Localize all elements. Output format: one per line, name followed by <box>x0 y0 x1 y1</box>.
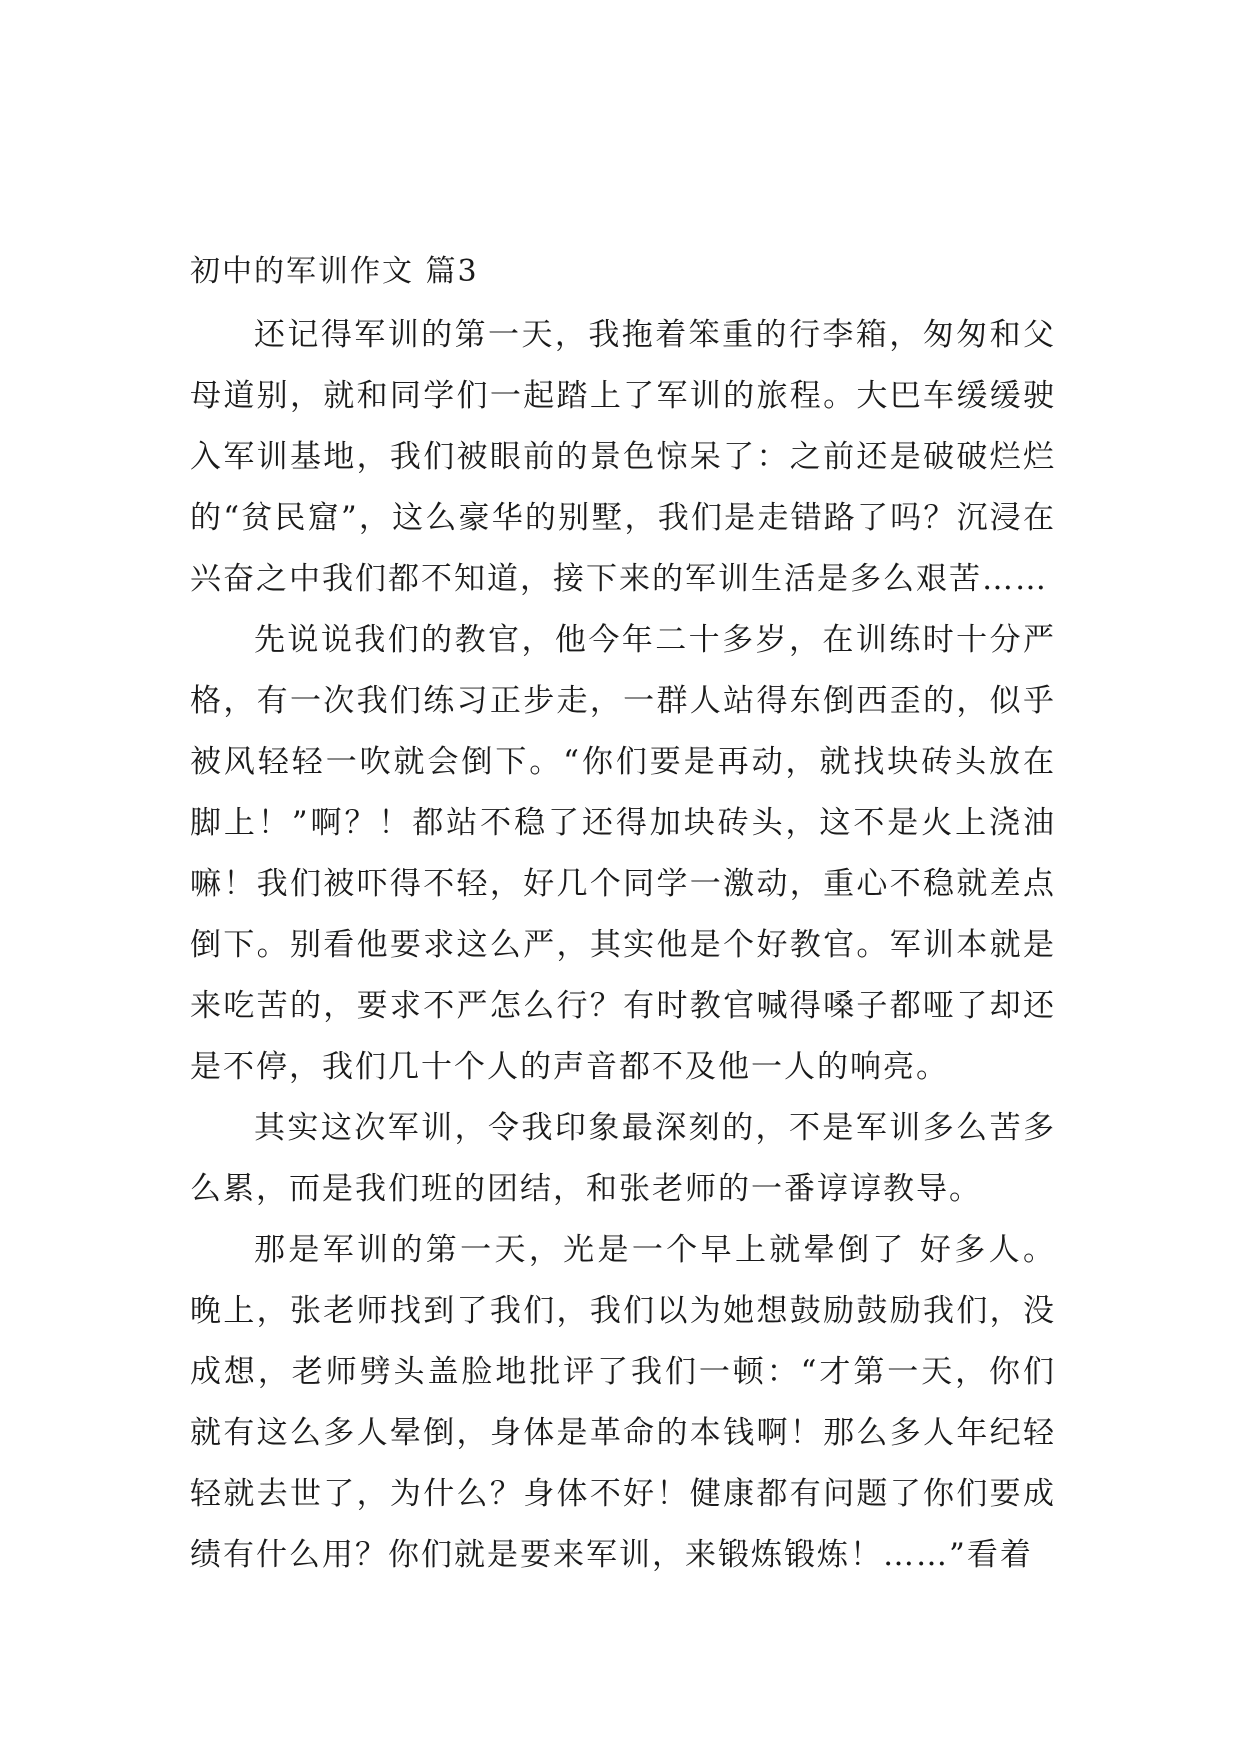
paragraph-3: 其实这次军训，令我印象最深刻的，不是军训多么苦多么累，而是我们班的团结，和张老师的一番谆谆教导。 <box>190 1110 1056 1207</box>
paragraph-1: 还记得军训的第一天，我拖着笨重的行李箱，匆匆和父母道别，就和同学们一起踏上了军训的旅程。大巴车缓缓驶入军训基地，我们被眼前的景色惊呆了：之前还是破破烂烂的“贫民窟”，这么豪华的别墅，我们是走错路了吗？沉浸在兴奋之中我们都不知道，接下来的军训生活是多么艰苦…… <box>190 317 1056 597</box>
paragraph-2: 先说说我们的教官，他今年二十多岁，在训练时十分严格，有一次我们练习正步走，一群人站得东倒西歪的，似乎被风轻轻一吹就会倒下。“你们要是再动，就找块砖头放在脚上！”啊？！都站不稳了还得加块砖头，这不是火上浇油嘛！我们被吓得不轻，好几个同学一激动，重心不稳就差点倒下。别看他要求这么严，其实他是个好教官。军训本就是来吃苦的，要求不严怎么行？有时教官喊得嗓子都哑了却还是不停，我们几十个人的声音都不及他一人的响亮。 <box>190 622 1056 1085</box>
paragraph-4: 那是军训的第一天，光是一个早上就晕倒了 好多人。晚上，张老师找到了我们，我们以为她想鼓励鼓励我们，没成想，老师劈头盖脸地批评了我们一顿：“才第一天，你们就有这么多人晕倒，身体是革命的本钱啊！那么多人年纪轻轻就去世了，为什么？身体不好！健康都有问题了你们要成绩有什么用？你们就是要来军训，来锻炼锻炼！……”看着 <box>190 1232 1056 1573</box>
document-body <box>190 255 1056 1586</box>
document-title: 初中的军训作文 篇3 <box>190 254 479 289</box>
